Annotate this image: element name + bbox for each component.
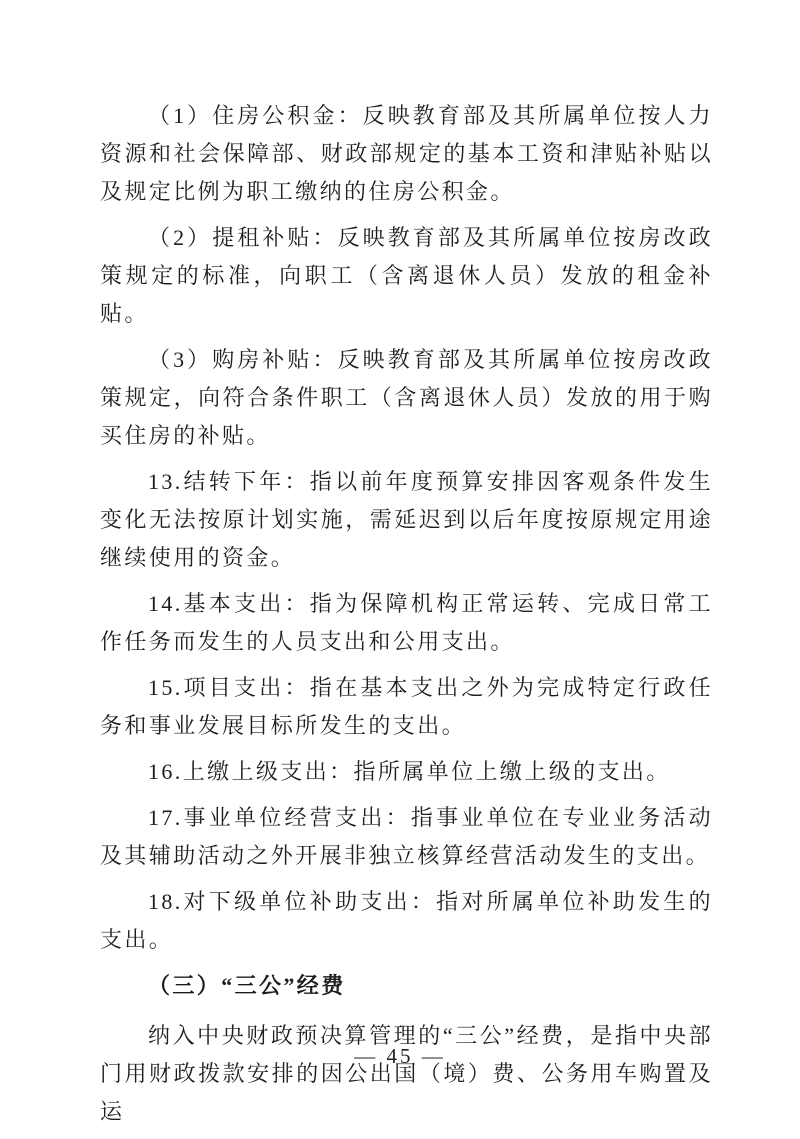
paragraph-housing-provident-fund: （1）住房公积金：反映教育部及其所属单位按人力资源和社会保障部、财政部规定的基本工资和津贴补贴以及规定比例为职工缴纳的住房公积金。	[100, 103, 713, 204]
paragraph-sangong-funds-intro: 纳入中央财政预决算管理的“三公”经费，是指中央部门用财政拨款安排的因公出国（境）费、公务用车购置及运	[100, 1023, 713, 1124]
document-body	[100, 97, 713, 1139]
paragraph-16-remittance-to-superior: 16.上缴上级支出：指所属单位上缴上级的支出。	[148, 759, 671, 784]
paragraph-15-project-expenditure: 15.项目支出：指在基本支出之外为完成特定行政任务和事业发展目标所发生的支出。	[100, 675, 713, 738]
paragraph-rent-increase-subsidy: （2）提租补贴：反映教育部及其所属单位按房改政策规定的标准，向职工（含离退休人员）发放的租金补贴。	[100, 225, 713, 326]
paragraph-17-institution-operating-expenditure: 17.事业单位经营支出：指事业单位在专业业务活动及其辅助活动之外开展非独立核算经营活动发生的支出。	[100, 805, 713, 868]
paragraph-13-carryover-to-next-year: 13.结转下年：指以前年度预算安排因客观条件发生变化无法按原计划实施，需延迟到以后年度按原规定用途继续使用的资金。	[100, 469, 713, 570]
paragraph-home-purchase-subsidy: （3）购房补贴：反映教育部及其所属单位按房改政策规定，向符合条件职工（含离退休人员）发放的用于购买住房的补贴。	[100, 347, 713, 448]
section-heading-sangong-funds: （三）“三公”经费	[148, 973, 346, 998]
paragraph-14-basic-expenditure: 14.基本支出：指为保障机构正常运转、完成日常工作任务而发生的人员支出和公用支出。	[100, 591, 713, 654]
page-number: — 45 —	[354, 1044, 446, 1068]
paragraph-18-subsidy-to-subordinate-units: 18.对下级单位补助支出：指对所属单位补助发生的支出。	[100, 889, 713, 952]
